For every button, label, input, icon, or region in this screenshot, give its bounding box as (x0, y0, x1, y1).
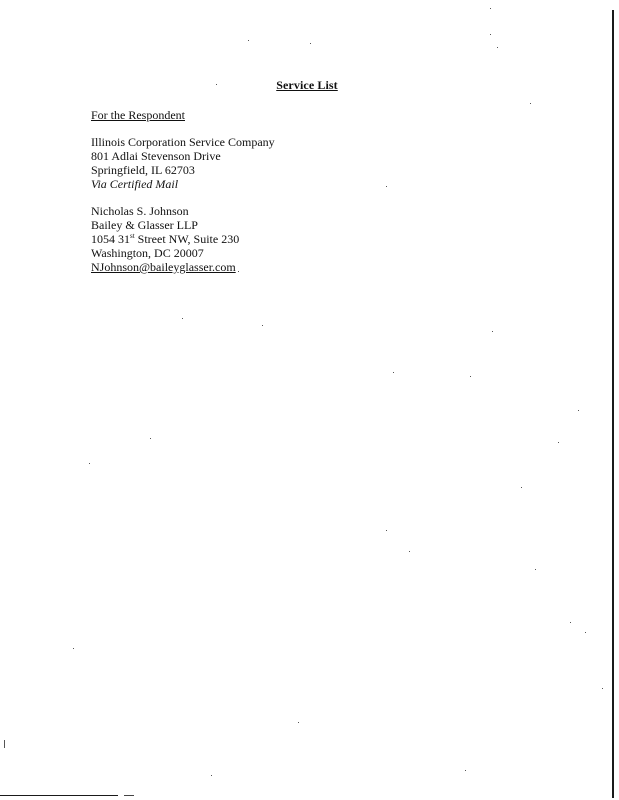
firm-street (91, 232, 239, 246)
scan-edge-bottom-fragment (124, 795, 134, 796)
scan-speck (585, 632, 586, 633)
scan-speck (465, 770, 466, 771)
firm-city: Washington, DC 20007 (91, 246, 204, 260)
scan-speck (521, 487, 522, 488)
scan-speck (409, 551, 410, 552)
scan-speck (602, 688, 603, 689)
scan-speck (386, 186, 387, 187)
delivery-method: Via Certified Mail (91, 177, 179, 191)
scan-speck (393, 372, 394, 373)
address-block-company (91, 135, 275, 191)
address-block-attorney (91, 204, 239, 274)
scan-speck (182, 318, 183, 319)
scan-speck (530, 103, 531, 104)
street-ordinal-suffix: st (130, 232, 135, 240)
scan-speck (535, 569, 536, 570)
company-street: 801 Adlai Stevenson Drive (91, 149, 221, 163)
scan-speck (497, 47, 498, 48)
scan-speck (490, 34, 491, 35)
section-heading: For the Respondent (91, 108, 185, 122)
street-rest: Street NW, Suite 230 (134, 232, 240, 246)
email-link[interactable]: NJohnson@baileyglasser.com (91, 260, 236, 274)
scan-speck (298, 722, 299, 723)
scan-speck (492, 331, 493, 332)
scan-edge-right (612, 10, 614, 798)
company-name: Illinois Corporation Service Company (91, 135, 275, 149)
scan-speck (73, 648, 74, 649)
scan-speck (470, 376, 471, 377)
scan-speck (558, 442, 559, 443)
scan-speck (211, 775, 212, 776)
scan-speck (310, 43, 311, 44)
scan-edge-bottom (0, 795, 118, 796)
scan-speck (248, 40, 249, 41)
scan-speck (570, 622, 571, 623)
scan-speck (262, 325, 263, 326)
page-title: Service List (276, 78, 338, 92)
scan-edge-left-mark (4, 740, 5, 748)
company-city: Springfield, IL 62703 (91, 163, 195, 177)
street-number: 1054 31 (91, 232, 130, 246)
scan-speck (578, 410, 579, 411)
scan-speck (238, 271, 239, 272)
scan-speck (216, 84, 217, 85)
scan-speck (490, 8, 491, 9)
attorney-name: Nicholas S. Johnson (91, 204, 189, 218)
law-firm: Bailey & Glasser LLP (91, 218, 198, 232)
scan-speck (89, 463, 90, 464)
scan-speck (150, 438, 151, 439)
scan-speck (386, 530, 387, 531)
